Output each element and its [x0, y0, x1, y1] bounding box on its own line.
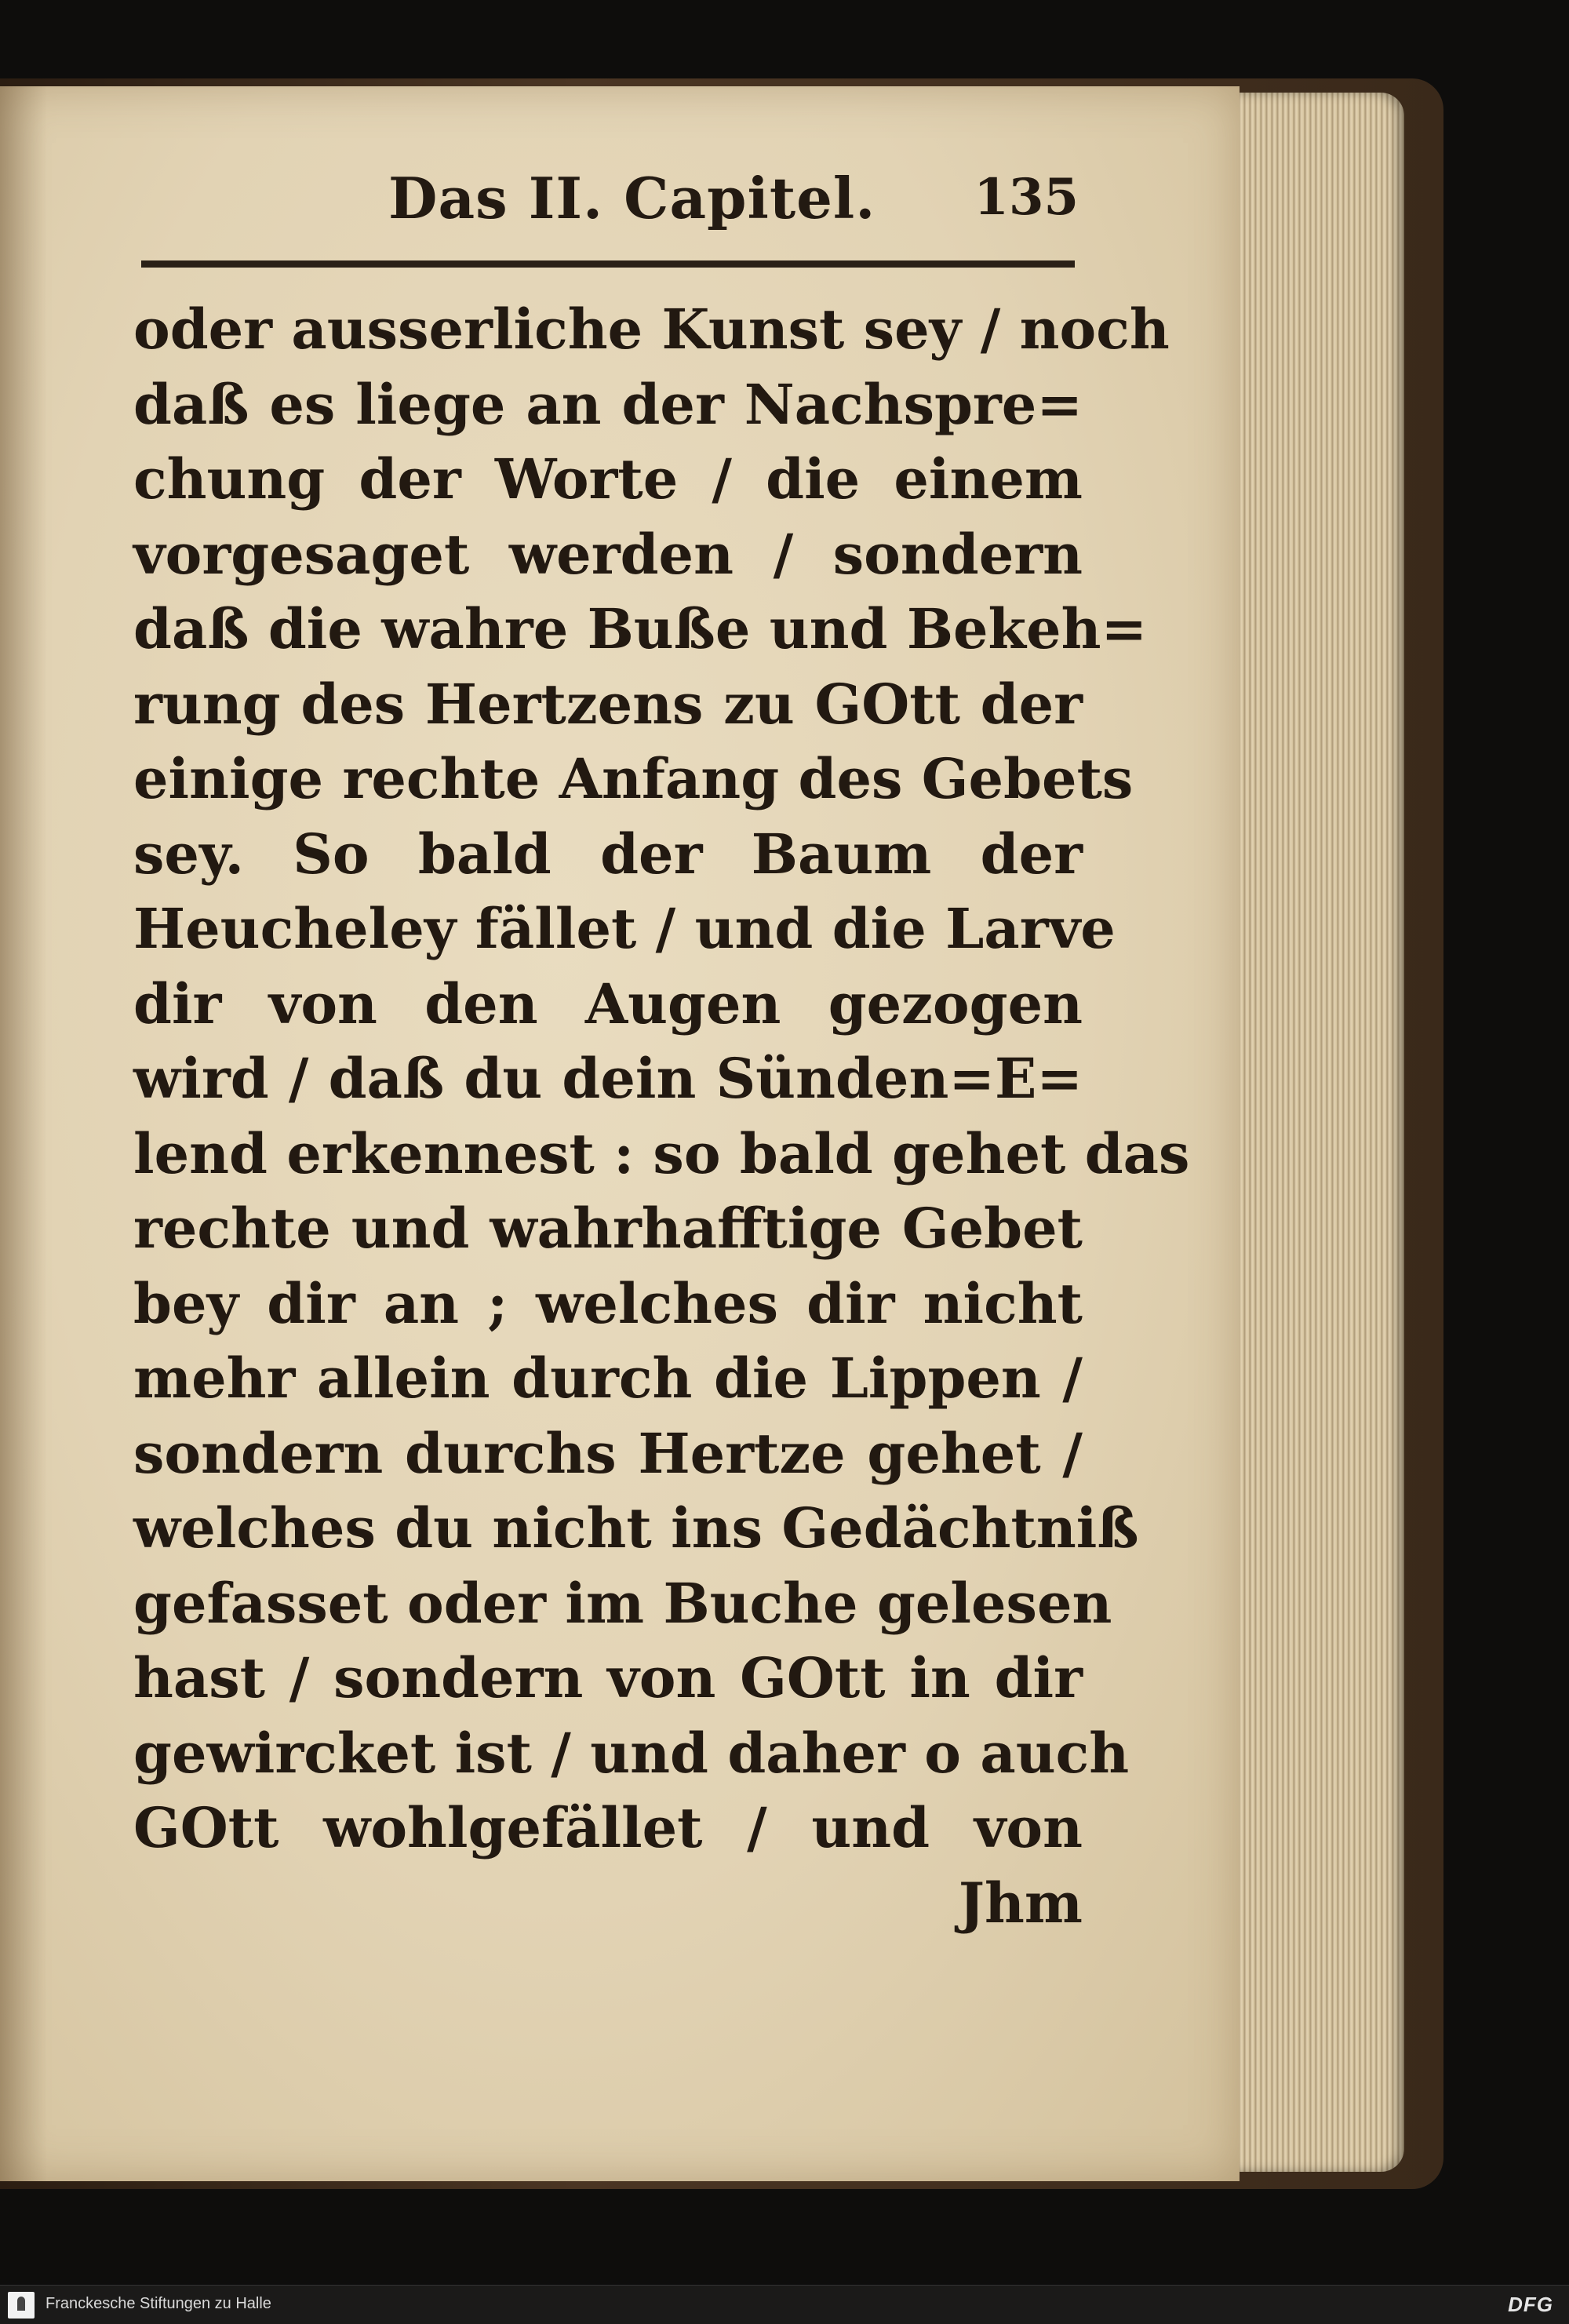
text-line: oder ausserliche Kunst sey / noch	[133, 297, 1170, 362]
text-line: mehr allein durch die Lippen /	[133, 1346, 1083, 1411]
text-line: gefasset oder im Buche gelesen	[133, 1570, 1112, 1636]
text-line: Heucheley fället / und die Larve	[133, 896, 1116, 961]
text-line: sey. So bald der Baum der	[133, 821, 1083, 887]
text-line: welches du nicht ins Gedächtniß	[133, 1495, 1139, 1561]
text-line: GOtt wohlgefället / und von	[133, 1795, 1083, 1860]
text-line: vorgesaget werden / sondern	[133, 521, 1083, 587]
text-line: gewircket ist / und daher o auch	[133, 1720, 1130, 1786]
text-line: dir von den Augen gezogen	[133, 971, 1083, 1036]
book-page	[0, 86, 1240, 2181]
text-line: hast / sondern von GOtt in dir	[133, 1645, 1083, 1710]
dfg-logo: DFG	[1508, 2293, 1553, 2316]
text-line: einige rechte Anfang des Gebets	[133, 746, 1134, 811]
text-line: daß die wahre Buße und Bekeh=	[133, 596, 1148, 661]
text-line: bey dir an ; welches dir nicht	[133, 1270, 1083, 1336]
page-number: 135	[974, 168, 1079, 227]
viewer-footer	[0, 2285, 1569, 2324]
text-line: chung der Worte / die einem	[133, 446, 1083, 512]
running-title: Das II. Capitel.	[388, 165, 876, 231]
catchword: Jhm	[958, 1870, 1083, 1936]
body-text	[133, 292, 1190, 1940]
institution-logo-icon	[8, 2292, 35, 2319]
text-line: sondern durchs Hertze gehet /	[133, 1420, 1083, 1486]
text-line: lend erkennest : so bald gehet das	[133, 1120, 1190, 1186]
text-line: rechte und wahrhafftige Gebet	[133, 1196, 1083, 1261]
page-header	[137, 165, 1079, 251]
text-line: rung des Hertzens zu GOtt der	[133, 671, 1083, 737]
institution-label: Franckesche Stiftungen zu Halle	[46, 2295, 271, 2312]
header-rule	[141, 260, 1075, 268]
text-line: wird / daß du dein Sünden=E=	[133, 1046, 1083, 1111]
text-line: daß es liege an der Nachspre=	[133, 371, 1083, 437]
